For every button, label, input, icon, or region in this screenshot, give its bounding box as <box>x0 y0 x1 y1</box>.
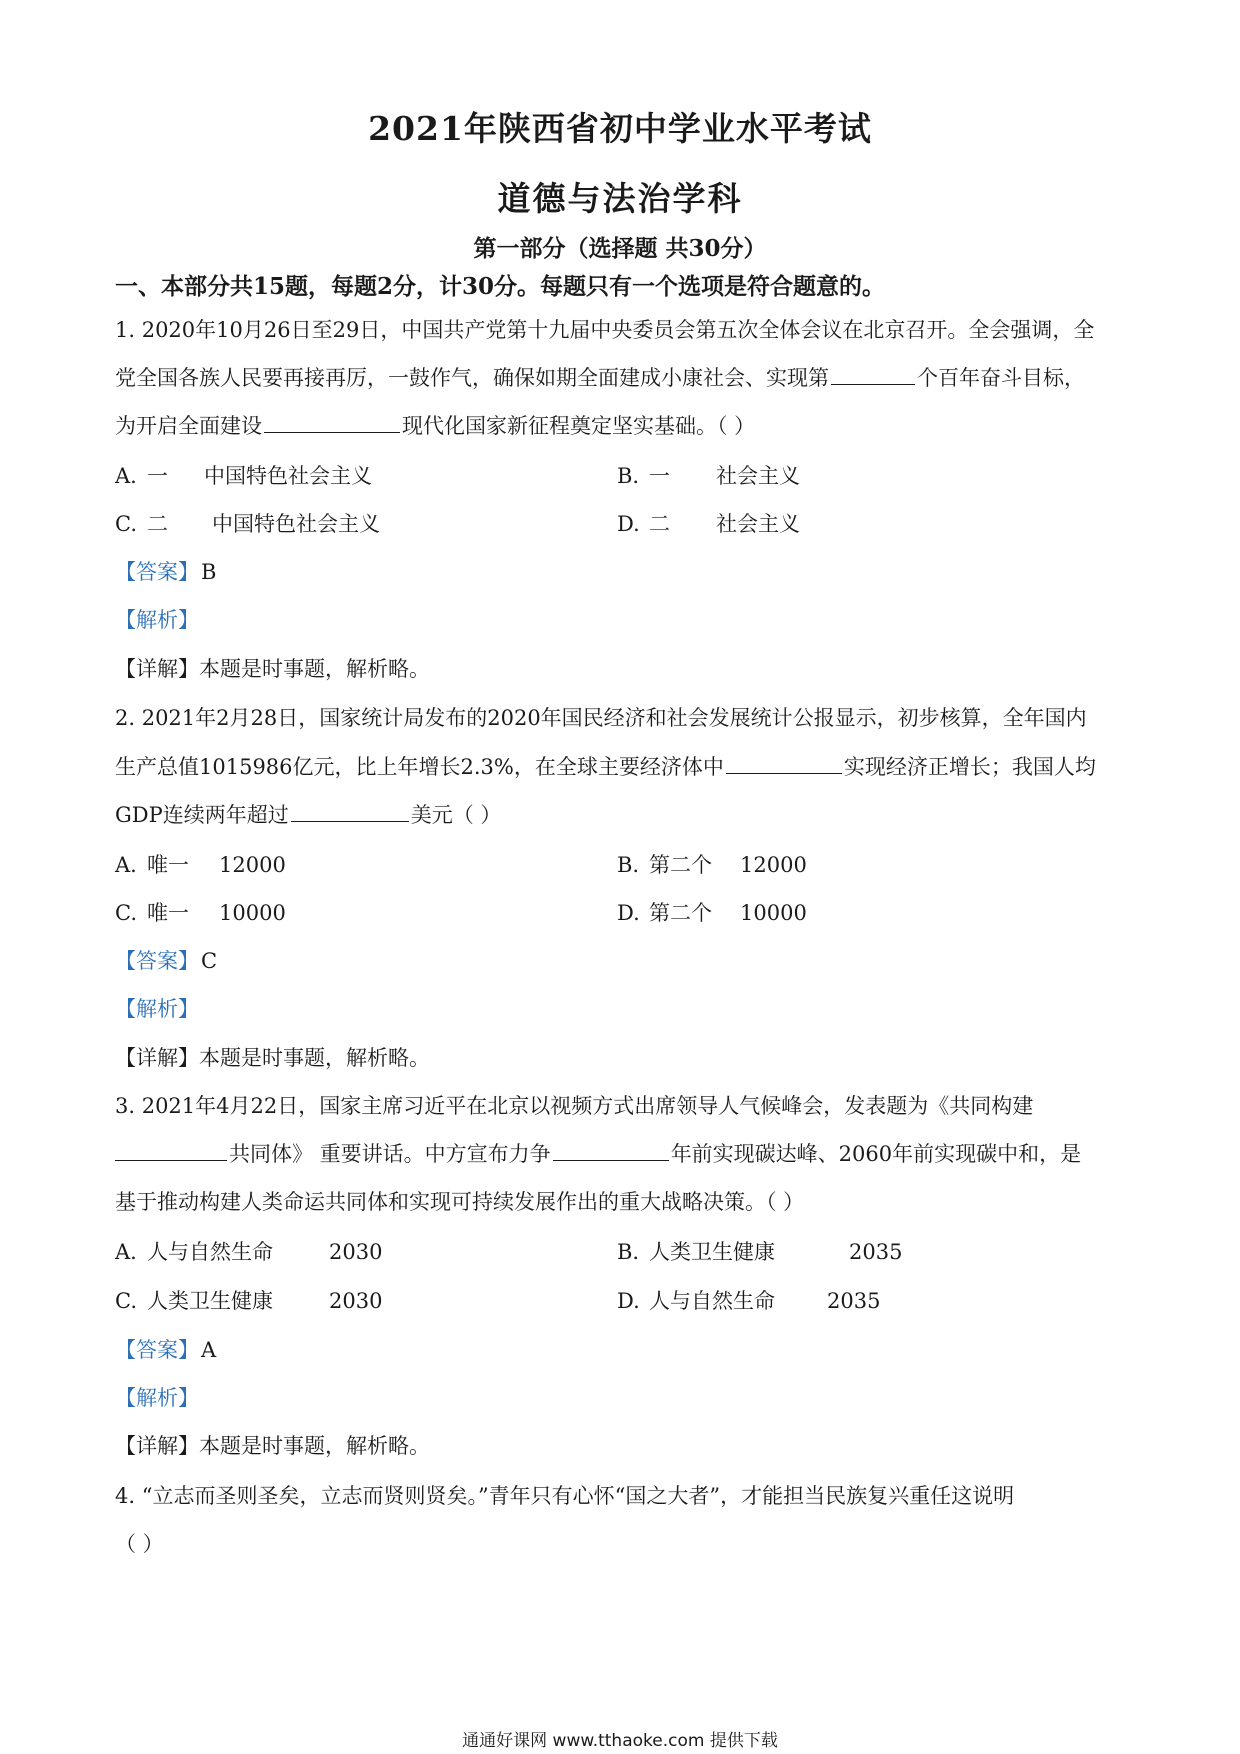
q3-option-d-second: 2035 <box>827 1289 881 1313</box>
q1-option-a-second: 中国特色社会主义 <box>204 464 372 488</box>
q4-line-2: （ ） <box>115 1532 164 1556</box>
q3-line-2 <box>115 1138 1081 1168</box>
q1-blank-2 <box>264 410 400 433</box>
q3-blank-1 <box>115 1138 227 1161</box>
q1-option-d-first: 二 <box>649 512 670 536</box>
q2-option-c-first: 唯一 <box>147 901 189 925</box>
exam-title: 2021年陕西省初中学业水平考试 <box>368 109 872 148</box>
q1-line-3-text: 为开启全面建设 <box>115 414 262 438</box>
q3-analysis-tag: 【解析】 <box>115 1386 199 1410</box>
q3-detail-tag: 【详解】 <box>115 1434 199 1458</box>
q1-option-c[interactable] <box>115 508 380 538</box>
q3-detail-text: 本题是时事题，解析略。 <box>199 1434 430 1458</box>
q3-option-a[interactable] <box>115 1236 382 1266</box>
q1-line-2-text: 党全国各族人民要再接再厉，一鼓作气，确保如期全面建成小康社会、实现第 <box>115 366 829 390</box>
q2-blank-1 <box>726 751 842 774</box>
q1-analysis-tag: 【解析】 <box>115 608 199 632</box>
page-footer: 通通好课网 www.tthaoke.com 提供下载 <box>462 1731 778 1751</box>
q3-answer-value: A <box>201 1338 217 1362</box>
q2-option-a-first: 唯一 <box>147 853 189 877</box>
q2-detail-text: 本题是时事题，解析略。 <box>199 1046 430 1070</box>
q1-line-3-tail: 现代化国家新征程奠定坚实基础。（ ） <box>402 414 756 438</box>
q3-option-c[interactable] <box>115 1285 382 1315</box>
q3-line-3: 基于推动构建人类命运共同体和实现可持续发展作出的重大战略决策。（ ） <box>115 1190 805 1214</box>
q2-line-2-text: 生产总值1015986亿元，比上年增长2.3%，在全球主要经济体中 <box>115 755 724 779</box>
q1-option-a-letter: A. <box>115 464 137 488</box>
q2-option-a-second: 12000 <box>219 853 286 877</box>
q1-answer <box>115 556 216 586</box>
q3-option-c-letter: C. <box>115 1289 137 1313</box>
q1-line-1: 1. 2020年10月26日至29日，中国共产党第十九届中央委员会第五次全体会议在北京召开。全会强调，全 <box>115 318 1095 342</box>
q2-answer-value: C <box>201 949 218 973</box>
q2-analysis-tag: 【解析】 <box>115 997 199 1021</box>
q2-option-c[interactable] <box>115 897 286 927</box>
q3-line-1: 3. 2021年4月22日，国家主席习近平在北京以视频方式出席领导人气候峰会，发表题为《共同构建 <box>115 1094 1034 1118</box>
q2-answer-tag: 【答案】 <box>115 949 199 973</box>
q3-blank-2 <box>553 1138 669 1161</box>
q2-option-d-second: 10000 <box>740 901 807 925</box>
q2-option-d-first: 第二个 <box>649 901 712 925</box>
q2-option-b-letter: B. <box>617 853 640 877</box>
q3-line-2-tail: 年前实现碳达峰、2060年前实现碳中和，是 <box>670 1142 1082 1166</box>
q3-option-d-first: 人与自然生命 <box>649 1289 775 1313</box>
q3-option-d-letter: D. <box>617 1289 640 1313</box>
q1-line-2 <box>115 362 1085 392</box>
q2-option-b[interactable] <box>617 849 807 879</box>
q1-option-b-second: 社会主义 <box>716 464 800 488</box>
q2-line-3-tail: 美元（ ） <box>410 803 502 827</box>
q3-option-b[interactable] <box>617 1236 902 1266</box>
q2-answer <box>115 945 217 975</box>
q3-option-c-second: 2030 <box>329 1289 383 1313</box>
q1-line-2-tail: 个百年奋斗目标， <box>917 366 1085 390</box>
q2-option-b-first: 第二个 <box>649 853 712 877</box>
q1-answer-value: B <box>201 560 217 584</box>
q2-line-2-tail: 实现经济正增长；我国人均 <box>843 755 1096 779</box>
q2-detail-tag: 【详解】 <box>115 1046 199 1070</box>
q1-option-d[interactable] <box>617 508 800 538</box>
part-heading: 第一部分（选择题 共30分） <box>473 235 767 262</box>
q1-option-b[interactable] <box>617 460 800 490</box>
q1-option-c-first: 二 <box>147 512 168 536</box>
q3-answer <box>115 1334 216 1364</box>
q2-option-d[interactable] <box>617 897 807 927</box>
q1-option-b-first: 一 <box>649 464 670 488</box>
q3-option-a-first: 人与自然生命 <box>147 1240 273 1264</box>
q1-option-b-letter: B. <box>617 464 640 488</box>
q3-option-b-first: 人类卫生健康 <box>649 1240 775 1264</box>
q3-detail <box>115 1430 430 1460</box>
q3-option-c-first: 人类卫生健康 <box>147 1289 273 1313</box>
q3-answer-tag: 【答案】 <box>115 1338 199 1362</box>
q2-option-c-letter: C. <box>115 901 137 925</box>
q1-detail-text: 本题是时事题，解析略。 <box>199 657 430 681</box>
q2-line-2 <box>115 751 1096 781</box>
q3-option-a-letter: A. <box>115 1240 137 1264</box>
q1-detail <box>115 653 430 683</box>
q1-line-3 <box>115 410 755 440</box>
section-instruction: 一、本部分共15题，每题2分，计30分。每题只有一个选项是符合题意的。 <box>115 273 886 300</box>
q4-line-1: 4. “立志而圣则圣矣，立志而贤则贤矣。”青年只有心怀“国之大者”，才能担当民族复兴重任这说明 <box>115 1484 1015 1508</box>
q2-option-c-second: 10000 <box>219 901 286 925</box>
q2-detail <box>115 1042 430 1072</box>
q1-option-a-first: 一 <box>147 464 168 488</box>
q1-answer-tag: 【答案】 <box>115 560 199 584</box>
q2-line-3 <box>115 799 501 829</box>
q1-option-c-second: 中国特色社会主义 <box>212 512 380 536</box>
q1-detail-tag: 【详解】 <box>115 657 199 681</box>
q1-option-a[interactable] <box>115 460 372 490</box>
q3-option-b-second: 2035 <box>849 1240 903 1264</box>
q1-option-c-letter: C. <box>115 512 137 536</box>
q2-blank-2 <box>291 799 409 822</box>
subject-title: 道德与法治学科 <box>497 179 743 218</box>
q3-line-2-text: 共同体》 重要讲话。中方宣布力争 <box>229 1142 551 1166</box>
q3-option-d[interactable] <box>617 1285 880 1315</box>
q1-option-d-second: 社会主义 <box>716 512 800 536</box>
q1-blank-1 <box>831 362 915 385</box>
q2-option-d-letter: D. <box>617 901 640 925</box>
q3-option-a-second: 2030 <box>329 1240 383 1264</box>
q2-option-a[interactable] <box>115 849 286 879</box>
q2-line-1: 2. 2021年2月28日，国家统计局发布的2020年国民经济和社会发展统计公报显示，初步核算，全年国内 <box>115 706 1087 730</box>
q1-option-d-letter: D. <box>617 512 640 536</box>
q2-option-a-letter: A. <box>115 853 137 877</box>
q2-option-b-second: 12000 <box>740 853 807 877</box>
q3-option-b-letter: B. <box>617 1240 640 1264</box>
q2-line-3-text: GDP连续两年超过 <box>115 803 289 827</box>
